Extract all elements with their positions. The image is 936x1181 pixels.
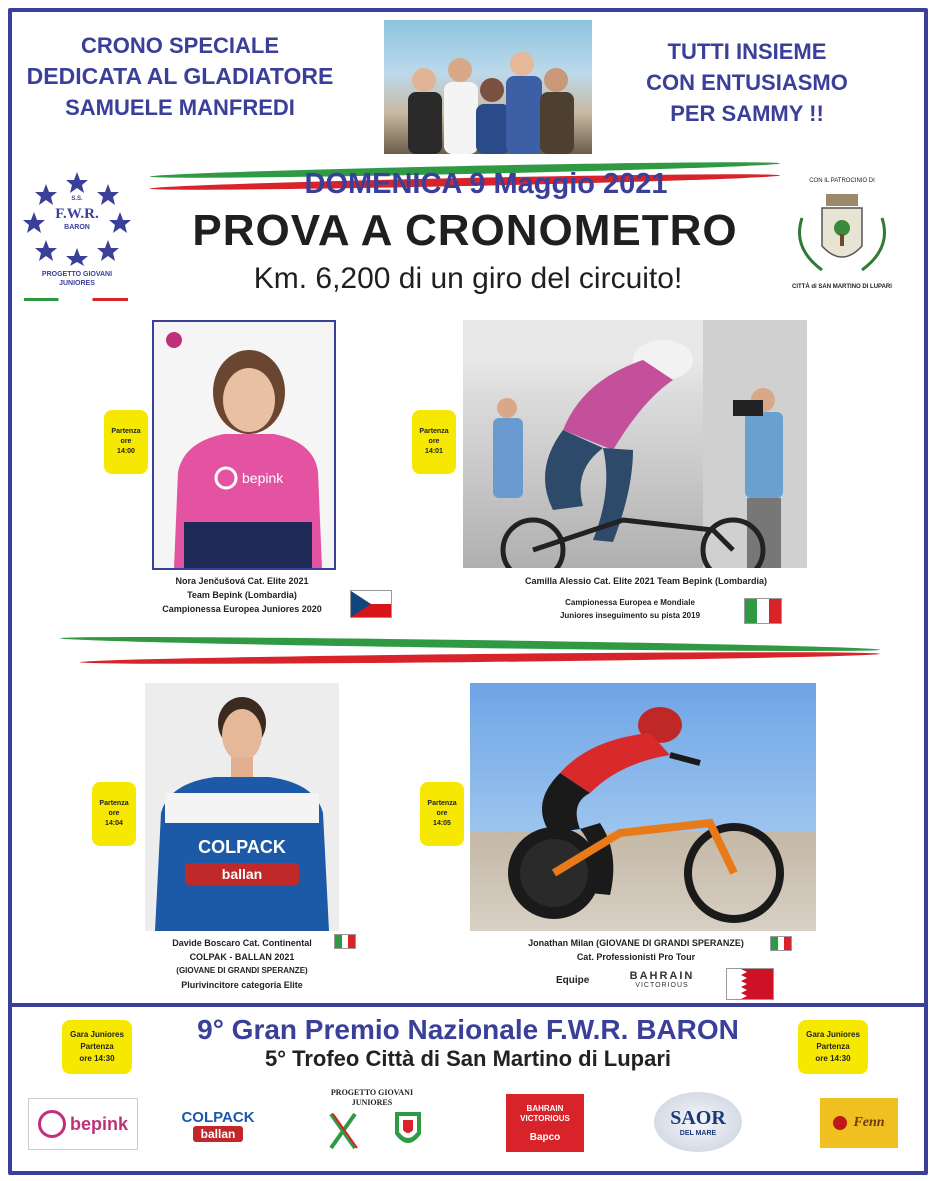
- event-subtitle: Km. 6,200 di un giro del circuito!: [253, 262, 683, 295]
- header-right-line-1: TUTTI INSIEME: [667, 39, 827, 64]
- bahrain-flag-icon: [726, 968, 774, 1000]
- fwr-name-label: F.W.R.: [55, 206, 99, 222]
- footer-line-2: 5° Trofeo Città di San Martino di Lupari: [264, 1046, 672, 1071]
- header-group-photo: [384, 20, 592, 154]
- fwr-baron-label: BARON: [64, 224, 90, 231]
- italy-flag-icon-1: [744, 598, 782, 624]
- footer-divider: [12, 1003, 924, 1007]
- fwr-tricolore-line: [24, 298, 128, 301]
- italy-flag-icon-2: [334, 934, 356, 949]
- sponsor-fenn-logo: Fenn: [820, 1098, 898, 1148]
- equipe-label: Equipe: [556, 975, 590, 986]
- header-right-line-2: CON ENTUSIASMO: [646, 70, 848, 95]
- ballan-jersey-text: ballan: [221, 866, 263, 882]
- fwr-baron-logo: [22, 166, 132, 306]
- italy-flag-icon-3: [770, 936, 792, 951]
- rider-1-jersey-text: bepink: [242, 470, 284, 486]
- rider-photo-3: [145, 683, 339, 931]
- start-badge-1: Partenza ore 14:00: [104, 410, 148, 474]
- san-martino-logo: [782, 178, 902, 298]
- footer-badge-left: Gara Juniores Partenza ore 14:30: [62, 1020, 132, 1074]
- footer-line-1: 9° Gran Premio Nazionale F.W.R. BARON: [197, 1014, 739, 1045]
- sponsor-bahrain-logo: BAHRAIN VICTORIOUS Bapco: [506, 1094, 584, 1152]
- rider-caption-4: Jonathan Milan (GIOVANE DI GRANDI SPERANZE) Cat. Professionisti Pro Tour: [528, 938, 744, 962]
- rider-caption-3: Davide Boscaro Cat. Continental COLPAK - BALLAN 2021 (GIOVANE DI GRANDI SPERANZE) Plurivincitore categoria Elite: [172, 938, 312, 990]
- citta-label: CITTÀ di SAN MARTINO DI LUPARI: [792, 284, 892, 290]
- sponsor-progetto-logo: PROGETTO GIOVANI JUNIORES: [310, 1088, 434, 1162]
- header-right-line-3: PER SAMMY !!: [670, 101, 824, 126]
- rider-caption-2b: Campionessa Europea e Mondiale Juniores inseguimento su pista 2019: [559, 598, 701, 620]
- rider-caption-1: Nora Jenčušová Cat. Elite 2021 Team Bepink (Lombardia) Campionessa Europea Juniores 2020: [162, 576, 322, 614]
- czech-flag-icon: [350, 590, 392, 618]
- sponsor-saor-logo: SAOR DEL MARE: [654, 1092, 742, 1152]
- start-badge-4: Partenza ore 14:05: [420, 782, 464, 846]
- rider-caption-2: Camilla Alessio Cat. Elite 2021 Team Bepink (Lombardia): [524, 576, 768, 586]
- sponsor-colpack-logo: COLPACK ballan: [181, 1108, 255, 1141]
- header-right: [612, 36, 882, 129]
- fwr-progetto-label: PROGETTO GIOVANI JUNIORES: [41, 271, 113, 287]
- rider-photo-1: [152, 320, 336, 570]
- start-badge-2: Partenza ore 14:01: [412, 410, 456, 474]
- event-title: PROVA A CRONOMETRO: [192, 206, 738, 255]
- footer-badge-right: Gara Juniores Partenza ore 14:30: [798, 1020, 868, 1074]
- rider-photo-4: [470, 683, 816, 931]
- colpack-jersey-text: COLPACK: [198, 837, 286, 857]
- rider-4-figure: [470, 683, 816, 931]
- patrocinio-label: CON IL PATROCINIO DI: [809, 178, 875, 184]
- header-left-line-3: SAMUELE MANFREDI: [65, 95, 295, 120]
- header-left-line-1: CRONO SPECIALE: [80, 33, 280, 58]
- start-badge-3: Partenza ore 14:04: [92, 782, 136, 846]
- rider-1-figure: [154, 322, 334, 568]
- sponsor-bepink-logo: bepink: [28, 1098, 138, 1150]
- bepink-circle-icon: [38, 1110, 66, 1138]
- bahrain-logo-line-1: BAHRAIN: [629, 970, 695, 982]
- rider-photo-2: [463, 320, 807, 568]
- header-left: [20, 30, 340, 123]
- event-date: DOMENICA 9 Maggio 2021: [304, 168, 668, 200]
- header-left-line-2: DEDICATA AL GLADIATORE: [26, 63, 334, 89]
- rose-icon: [833, 1116, 847, 1130]
- bahrain-team-logo: [612, 970, 712, 998]
- rider-2-figure: [463, 320, 807, 568]
- fwr-ss-label: S.S.: [71, 196, 83, 202]
- progetto-emblems-icon: [317, 1108, 427, 1152]
- header-photo-people: [384, 20, 592, 154]
- crest-icon: [782, 188, 902, 278]
- bahrain-logo-line-2: VICTORIOUS: [635, 982, 689, 989]
- rider-3-figure: [145, 683, 339, 931]
